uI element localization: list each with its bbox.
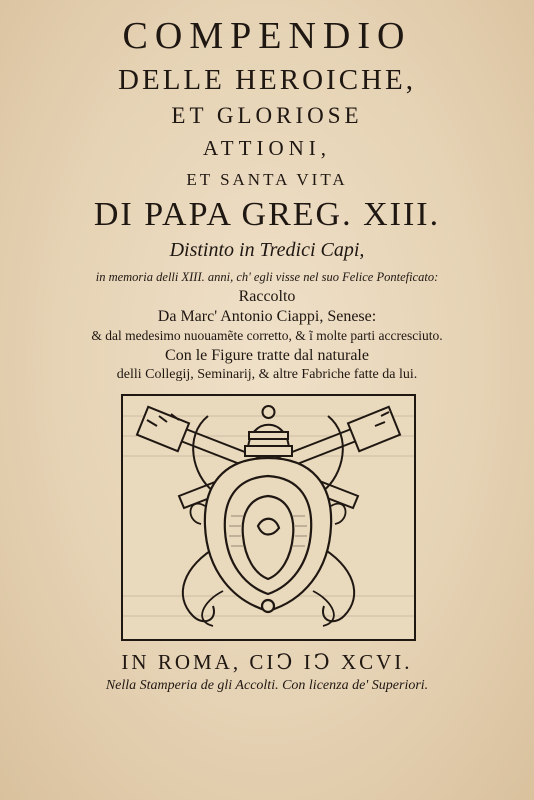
text-raccolto: Raccolto xyxy=(238,288,296,305)
author-line: Da Marc' Antonio Ciappi, Senese: xyxy=(157,308,377,325)
imprint-printer: Nella Stamperia de gli Accolti. Con licenza de' Superiori. xyxy=(105,678,429,693)
revision-line: & dal medesimo nuouamẽte corretto, & ĩ molte parti accresciuto. xyxy=(91,328,443,343)
title-line-attioni: ATTIONI, xyxy=(202,136,332,160)
papal-coat-of-arms-icon xyxy=(123,396,414,639)
figures-line: Con le Figure tratte dal naturale xyxy=(165,347,369,364)
title-line-papa: DI PAPA GREG. XIII. xyxy=(93,196,441,233)
title-line-gloriose: ET GLORIOSE xyxy=(171,103,363,128)
imprint-place-date: IN ROMA, CIↃ IↃ XCVI. xyxy=(121,650,413,674)
subtitle-distinto: Distinto in Tredici Capi, xyxy=(169,239,365,261)
subtitle-memoria: in memoria delli XIII. anni, ch' egli visse nel suo Felice Ponteficato: xyxy=(95,270,439,284)
title-line-heroiche: DELLE HEROICHE, xyxy=(118,64,416,96)
buildings-line: delli Collegij, Seminarij, & altre Fabriche fatte da lui. xyxy=(116,367,418,382)
title-line-santa-vita: ET SANTA VITA xyxy=(186,170,348,189)
woodcut-coat-of-arms xyxy=(121,394,416,641)
title-compendio: COMPENDIO xyxy=(122,15,412,57)
